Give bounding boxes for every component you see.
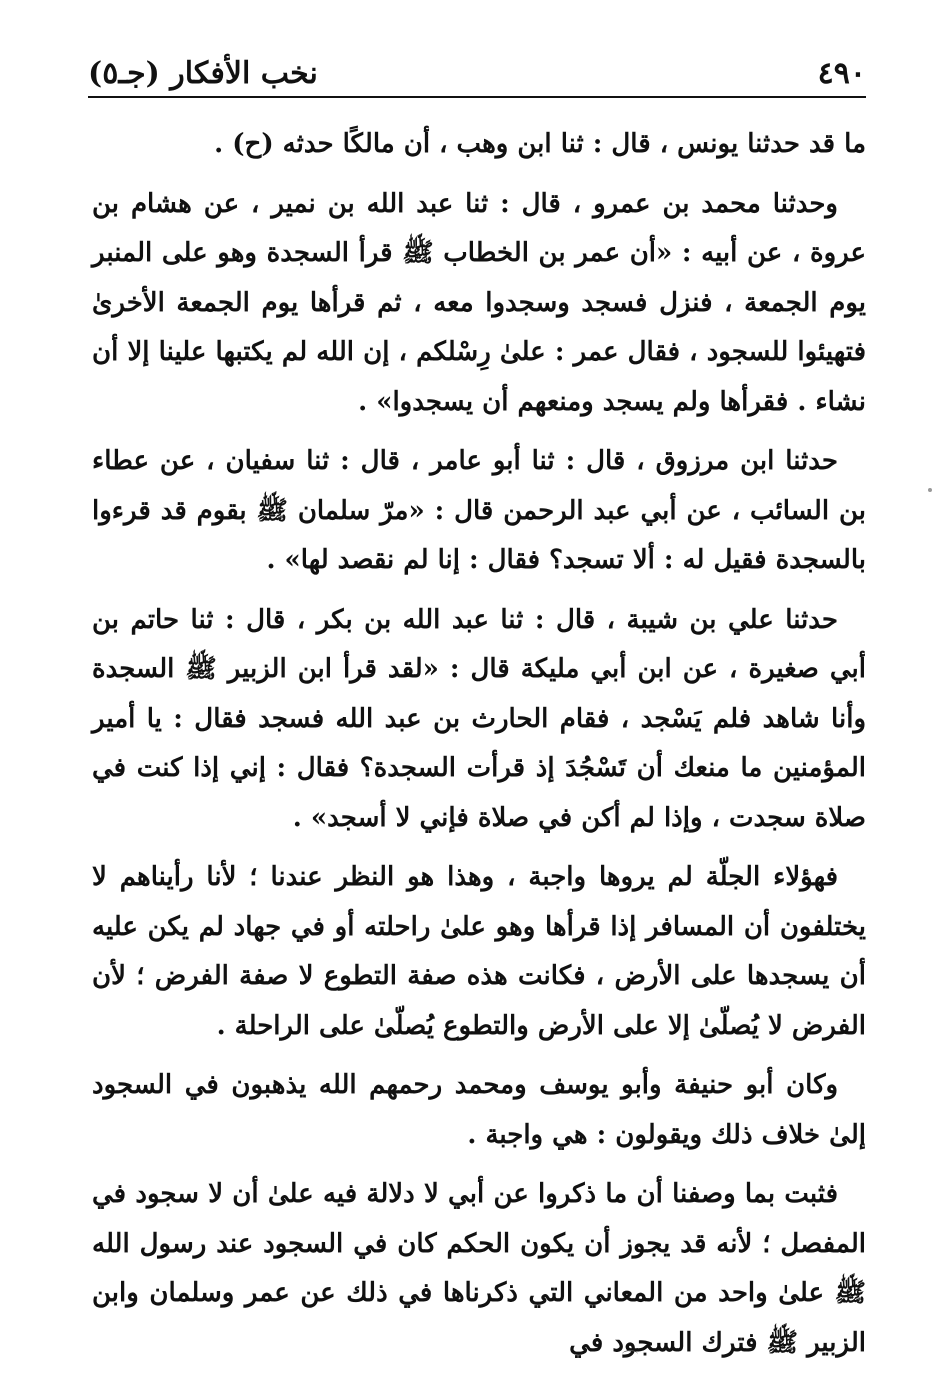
scan-speck xyxy=(928,488,932,492)
page-number: ٤٩٠ xyxy=(817,56,866,91)
page-body xyxy=(92,120,866,1378)
footer-catchmark xyxy=(622,1350,638,1359)
page-header xyxy=(88,54,866,98)
paragraph: حدثنا علي بن شيبة ، قال : ثنا عبد الله بن بكر ، قال : ثنا حاتم بن أبي صغيرة ، عن ابن أبي مليكة قال : «لقد قرأ ابن الزبير ﷺ السجدة وأنا شاهد فلم يَسْجد ، فقام الحارث بن عبد الله فسجد فقال : يا أمير المؤمنين ما منعك أن تَسْجُدَ إذ قرأت السجدة؟ فقال : إني إذا كنت في صلاة سجدت ، وإذا لم أكن في صلاة فإني لا أسجد» . xyxy=(92,604,866,833)
paragraph: فثبت بما وصفنا أن ما ذكروا عن أبي لا دلالة فيه علىٰ أن لا سجود في المفصل ؛ لأنه قد يجوز أن يكون الحكم كان في السجود عند رسول الله ﷺ علىٰ واحد من المعاني التي ذكرناها في ذلك عن عمر وسلمان وابن الزبير ﷺ فترك السجود في xyxy=(92,1179,866,1358)
paragraph: وحدثنا محمد بن عمرو ، قال : ثنا عبد الله بن نمير ، عن هشام بن عروة ، عن أبيه : «أن عمر بن الخطاب ﷺ قرأ السجدة وهو على المنبر يوم الجمعة ، فنزل فسجد وسجدوا معه ، ثم قرأها يوم الجمعة الأخرىٰ فتهيئوا للسجود ، فقال عمر : علىٰ رِسْلكم ، إن الله لم يكتبها علينا إلا أن نشاء . فقرأها ولم يسجد ومنعهم أن يسجدوا» . xyxy=(92,188,866,417)
paragraph: وكان أبو حنيفة وأبو يوسف ومحمد رحمهم الله يذهبون في السجود إلىٰ خلاف ذلك ويقولون : هي واجبة . xyxy=(92,1070,866,1150)
paragraph: حدثنا ابن مرزوق ، قال : ثنا أبو عامر ، قال : ثنا سفيان ، عن عطاء بن السائب ، عن أبي عبد الرحمن قال : «مرّ سلمان ﷺ بقوم قد قرءوا بالسجدة فقيل له : ألا تسجد؟ فقال : إنا لم نقصد لها» . xyxy=(92,446,866,575)
paragraph: فهؤلاء الجلّة لم يروها واجبة ، وهذا هو النظر عندنا ؛ لأنا رأيناهم لا يختلفون أن المسافر إذا قرأها وهو علىٰ راحلته أو في جهاد لم يكن عليه أن يسجدها على الأرض ، فكانت هذه صفة التطوع لا صفة الفرض ؛ لأن الفرض لا يُصلّىٰ إلا على الأرض والتطوع يُصلّىٰ على الراحلة . xyxy=(92,862,866,1041)
paragraph: ما قد حدثنا يونس ، قال : ثنا ابن وهب ، أن مالكًا حدثه (ح) . xyxy=(214,129,866,159)
header-divider xyxy=(88,96,866,98)
running-title: نخب الأفكار (جـ٥) xyxy=(88,56,318,91)
